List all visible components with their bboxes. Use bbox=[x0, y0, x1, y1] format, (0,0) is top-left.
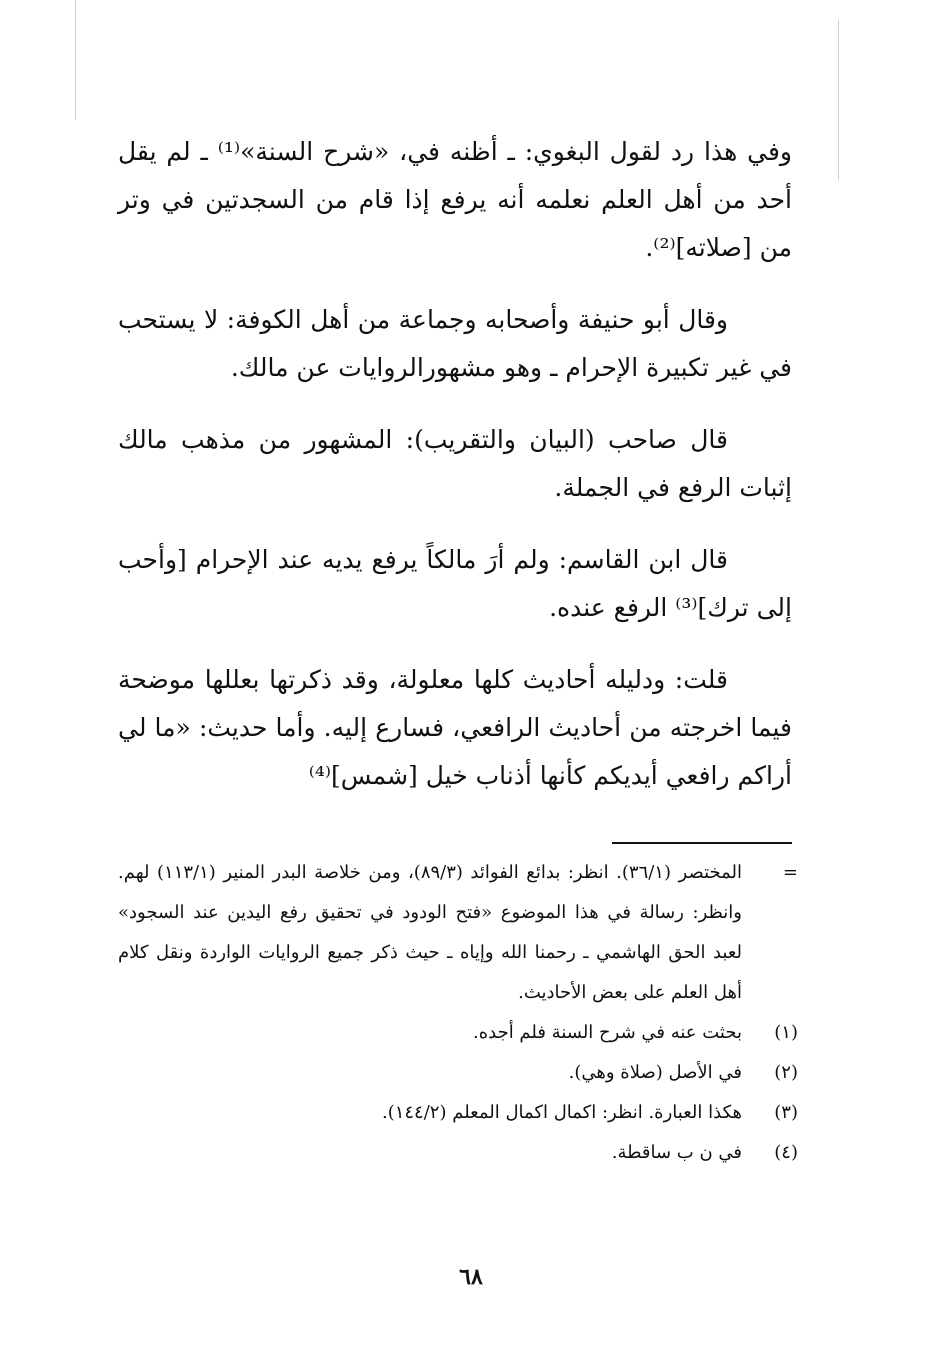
footnote-continuation bbox=[118, 853, 798, 1013]
footnote-text: بحثت عنه في شرح السنة فلم أجده. bbox=[472, 1022, 742, 1043]
page-number: ٦٨ bbox=[459, 1264, 483, 1290]
continuation-text: المختصر (٣٦/١). انظر: بدائع الفوائد (٨٩/٣)، ومن خلاصة البدر المنير (١١٣/١) لهم. وانظر: رسالة في هذا الموضوع «فتح الودود في تحقيق رفع اليدين عند السجود» لعبد الحق الهاشمي ـ رحمنا الله وإياه ـ حيث ذكر جميع الروايات الواردة ونقل كلام أهل العلم على بعض الأحاديث. bbox=[118, 862, 743, 1003]
footnote-item bbox=[118, 1013, 798, 1053]
footnote-text: في الأصل (صلاة وهي). bbox=[568, 1062, 742, 1083]
footnote-text: في ن ب ساقطة. bbox=[611, 1142, 742, 1163]
scan-edge-right bbox=[838, 20, 839, 180]
footnote-item bbox=[118, 1133, 798, 1173]
paragraph-qultu: قلت: ودليله أحاديث كلها معلولة، وقد ذكرتها بعللها موضحة فيما اخرجته من أحاديث الرافعي، فسارع إليه. وأما حديث: «ما لي أراكم رافعي أيديكم كأنها أذناب خيل [شمس]⁽⁴⁾ bbox=[118, 665, 792, 790]
footnote-number: (١) bbox=[774, 1022, 798, 1043]
footnote-item bbox=[118, 1093, 798, 1133]
scan-edge-left bbox=[75, 0, 76, 120]
footnote-number: (٤) bbox=[774, 1142, 798, 1163]
paragraph-baghawi: وفي هذا رد لقول البغوي: ـ أظنه في، «شرح السنة»⁽¹⁾ ـ لم يقل أحد من أهل العلم نعلمه أنه يرفع إذا قام من السجدتين في وتر من [صلاته]⁽²⁾. bbox=[118, 137, 792, 262]
footnote-item bbox=[118, 1053, 798, 1093]
footnote-number: (٣) bbox=[774, 1102, 798, 1123]
footnote-number: (٢) bbox=[774, 1062, 798, 1083]
continuation-mark: = bbox=[782, 862, 798, 883]
footnote-text: هكذا العبارة. انظر: اكمال اكمال المعلم (١٤٤/٢). bbox=[381, 1102, 742, 1123]
footnote-separator bbox=[612, 842, 792, 844]
paragraph-bayan-taqrib: قال صاحب (البيان والتقريب): المشهور من مذهب مالك إثبات الرفع في الجملة. bbox=[118, 425, 792, 502]
paragraph-ibn-qasim: قال ابن القاسم: ولم أرَ مالكاً يرفع يديه عند الإحرام [وأحب إلى ترك]⁽³⁾ الرفع عنده. bbox=[118, 545, 792, 622]
paragraph-abu-hanifa: وقال أبو حنيفة وأصحابه وجماعة من أهل الكوفة: لا يستحب في غير تكبيرة الإحرام ـ وهو مشهورالروايات عن مالك. bbox=[118, 305, 792, 382]
footnotes bbox=[118, 853, 798, 1173]
main-text bbox=[118, 128, 792, 824]
